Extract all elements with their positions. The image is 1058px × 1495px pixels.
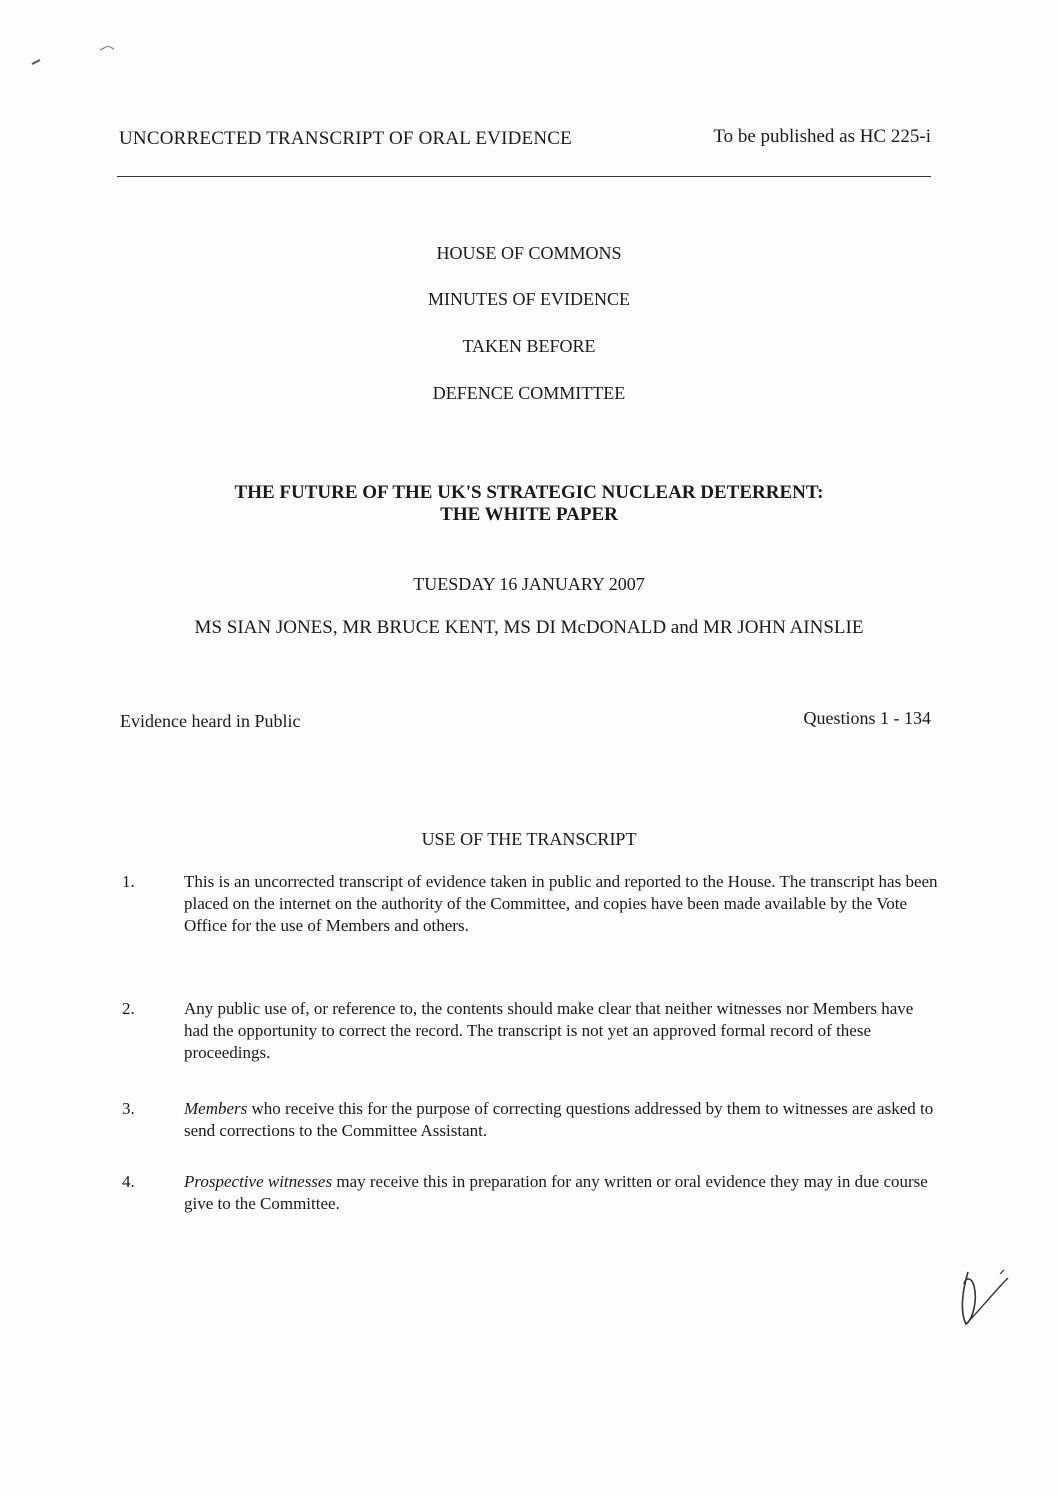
list-item-number: 3. — [122, 1099, 135, 1118]
house-heading: HOUSE OF COMMONS — [436, 243, 622, 263]
list-item-text: This is an uncorrected transcript of evidence taken in public and reported to the House. The transcript has been placed on the internet on the authority of the Committee, and copies have been made available by the Vote Office for the use of Members and others. — [184, 872, 938, 935]
question-range: Questions 1 - 134 — [803, 708, 931, 728]
header-publication-number: To be published as HC 225-i — [713, 126, 931, 147]
committee-heading: DEFENCE COMMITTEE — [432, 383, 626, 403]
header-transcript-label: UNCORRECTED TRANSCRIPT OF ORAL EVIDENCE — [119, 128, 572, 149]
taken-before-heading: TAKEN BEFORE — [462, 336, 596, 356]
list-item-text: Any public use of, or reference to, the contents should make clear that neither witnesses nor Members have had the opportunity to correct the record. The transcript is not yet an approved formal record of these proceedings. — [184, 999, 914, 1062]
list-item — [122, 1171, 942, 1215]
header-divider — [117, 176, 931, 177]
list-item — [122, 871, 942, 937]
document-title-line1: THE FUTURE OF THE UK'S STRATEGIC NUCLEAR DETERRENT: — [234, 482, 824, 503]
list-item-lead: Members — [184, 1099, 248, 1118]
handwritten-initial — [948, 1262, 1018, 1342]
minutes-heading: MINUTES OF EVIDENCE — [428, 289, 630, 309]
list-item-text: who receive this for the purpose of correcting questions addressed by them to witnesses are asked to send corrections to the Committee Assistant. — [184, 1099, 934, 1140]
list-item-text-wrapper — [184, 1171, 940, 1215]
list-item — [122, 998, 942, 1064]
list-item-text-wrapper — [184, 1098, 940, 1142]
evidence-type: Evidence heard in Public — [120, 711, 301, 731]
list-item — [122, 1098, 942, 1142]
list-item-number: 4. — [122, 1172, 135, 1191]
scan-mark — [30, 40, 130, 70]
list-item-number: 2. — [122, 999, 135, 1018]
witness-list: MS SIAN JONES, MR BRUCE KENT, MS DI McDONALD and MR JOHN AINSLIE — [194, 617, 864, 638]
list-item-text: may receive this in preparation for any written or oral evidence they may in due course give to the Committee. — [184, 1172, 928, 1213]
list-item-number: 1. — [122, 872, 135, 891]
session-date: TUESDAY 16 JANUARY 2007 — [413, 574, 645, 594]
document-title-line2: THE WHITE PAPER — [440, 504, 618, 525]
list-item-lead: Prospective witnesses — [184, 1172, 333, 1191]
use-of-transcript-heading: USE OF THE TRANSCRIPT — [421, 829, 637, 849]
